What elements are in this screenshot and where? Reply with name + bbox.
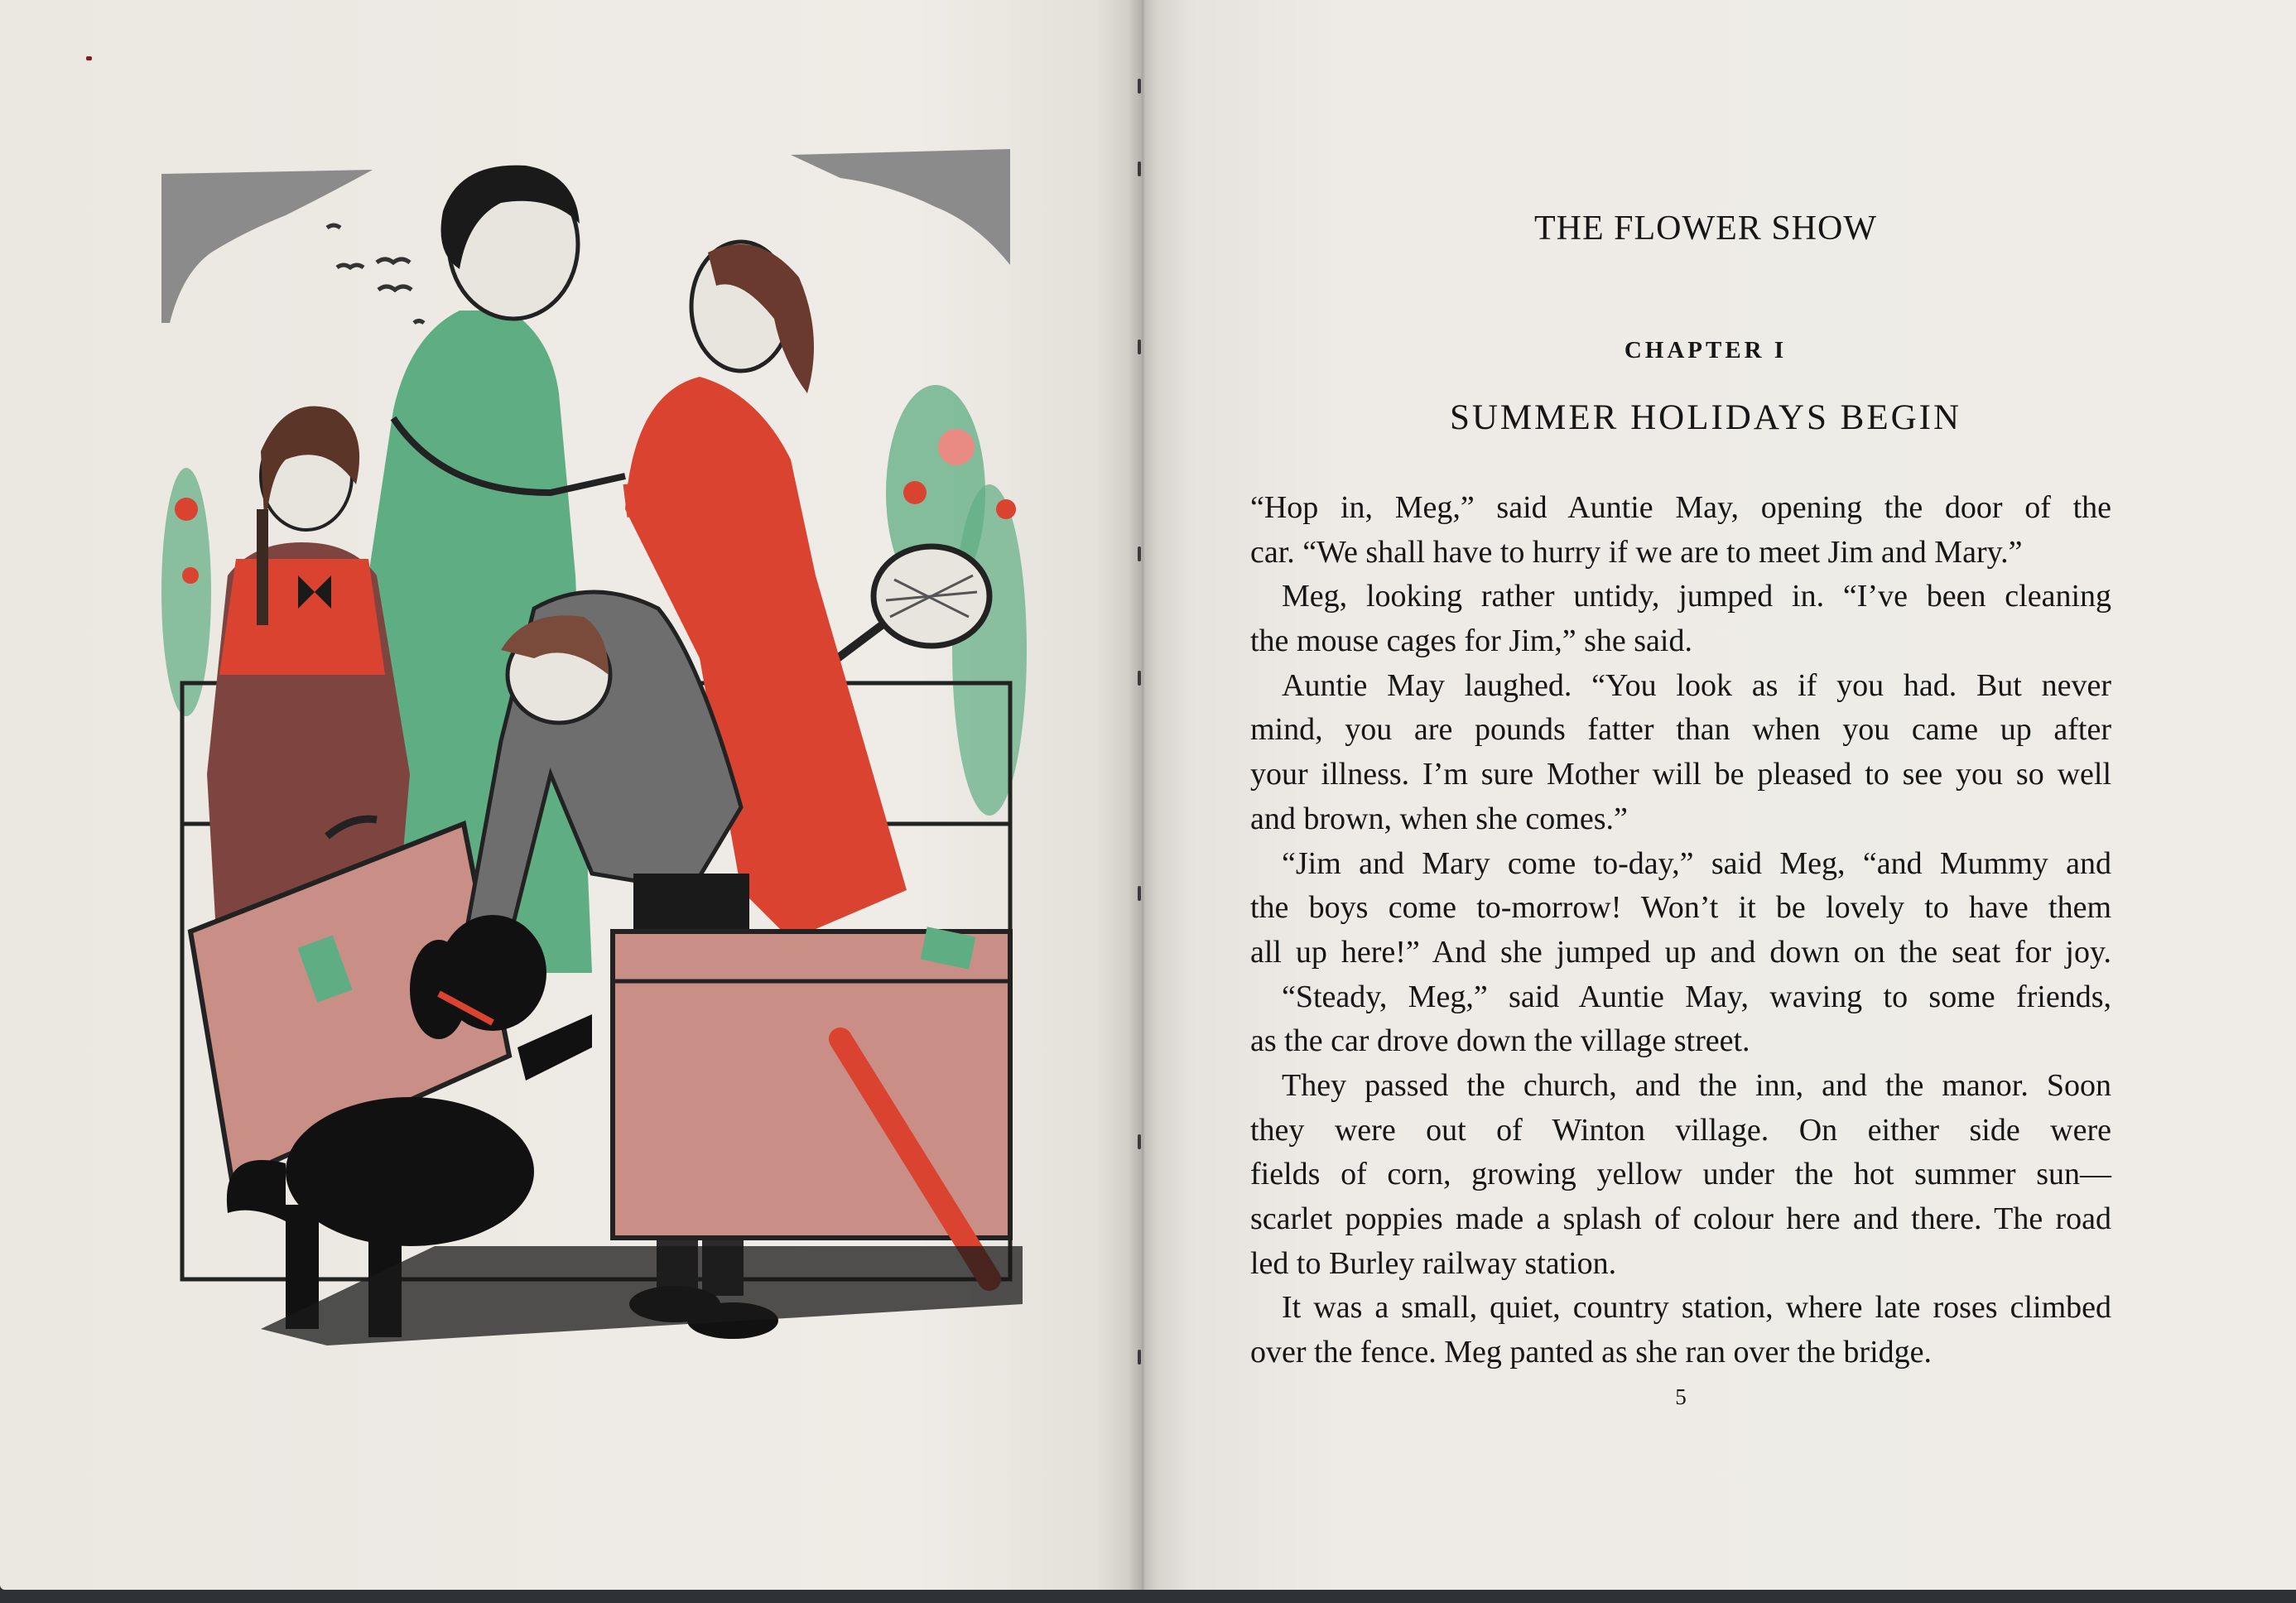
text-line: over the fence. Meg panted as she ran over the bridge. — [1250, 1335, 1932, 1370]
sky-patch-right — [791, 149, 1010, 265]
binding-stitch — [1138, 546, 1141, 561]
text-line: “Steady, Meg,” said Auntie May, waving to some friends, — [1282, 979, 2111, 1014]
text-line: scarlet poppies made a splash of colour here and there. The road — [1250, 1201, 2111, 1236]
binding-stitch — [1138, 1350, 1141, 1365]
text-line: the mouse cages for Jim,” she said. — [1250, 623, 1692, 659]
text-line: Auntie May laughed. “You look as if you had. But never — [1282, 667, 2111, 703]
illustration-arrival-scene — [161, 145, 1060, 1354]
sky-patch-left — [161, 170, 373, 323]
left-page — [0, 0, 1143, 1590]
text-line: car. “We shall have to hurry if we are to meet Jim and Mary.” — [1250, 534, 2023, 570]
text-line: It was a small, quiet, country station, where late roses climbed — [1282, 1290, 2111, 1326]
text-line: as the car drove down the village street. — [1250, 1023, 1750, 1059]
book-gutter — [1128, 0, 1158, 1590]
binding-stitch — [1138, 161, 1141, 176]
binding-stitch — [1138, 339, 1141, 354]
rose-bush-left — [161, 468, 211, 716]
chapter-title: SUMMER HOLIDAYS BEGIN — [1449, 398, 1962, 437]
paragraph — [1250, 486, 2111, 1375]
binding-stitch — [1138, 886, 1141, 901]
text-line: all up here!” And she jumped up and down on the seat for joy. — [1250, 934, 2111, 970]
text-line: your illness. I’m sure Mother will be pleased to see you so well — [1250, 757, 2111, 792]
text-line: “Hop in, Meg,” said Auntie May, opening the door of the — [1250, 490, 2111, 525]
ink-speck — [86, 56, 92, 60]
binding-stitch — [1138, 1134, 1141, 1149]
text-line: led to Burley railway station. — [1250, 1245, 1617, 1281]
text-line: “Jim and Mary come to-day,” said Meg, “and Mummy and — [1282, 845, 2111, 881]
text-line: the boys come to-morrow! Won’t it be lovely to have them — [1250, 890, 2111, 926]
suitcase-right — [613, 927, 1010, 1238]
birds — [327, 225, 424, 323]
chapter-label: CHAPTER I — [1624, 337, 1788, 363]
page-number: 5 — [1675, 1384, 1687, 1409]
text-line: and brown, when she comes.” — [1250, 801, 1628, 836]
binding-stitch — [1138, 671, 1141, 686]
text-line: mind, you are pounds fatter than when you came up after — [1250, 712, 2111, 748]
text-line: Meg, looking rather untidy, jumped in. “I’ve been cleaning — [1282, 579, 2111, 614]
running-title: THE FLOWER SHOW — [1534, 209, 1877, 248]
text-line: fields of corn, growing yellow under the hot summer sun— — [1250, 1157, 2111, 1192]
binding-stitch — [1138, 79, 1141, 94]
text-line: They passed the church, and the inn, and the manor. Soon — [1282, 1067, 2111, 1103]
text-line: they were out of Winton village. On either side were — [1250, 1112, 2111, 1148]
